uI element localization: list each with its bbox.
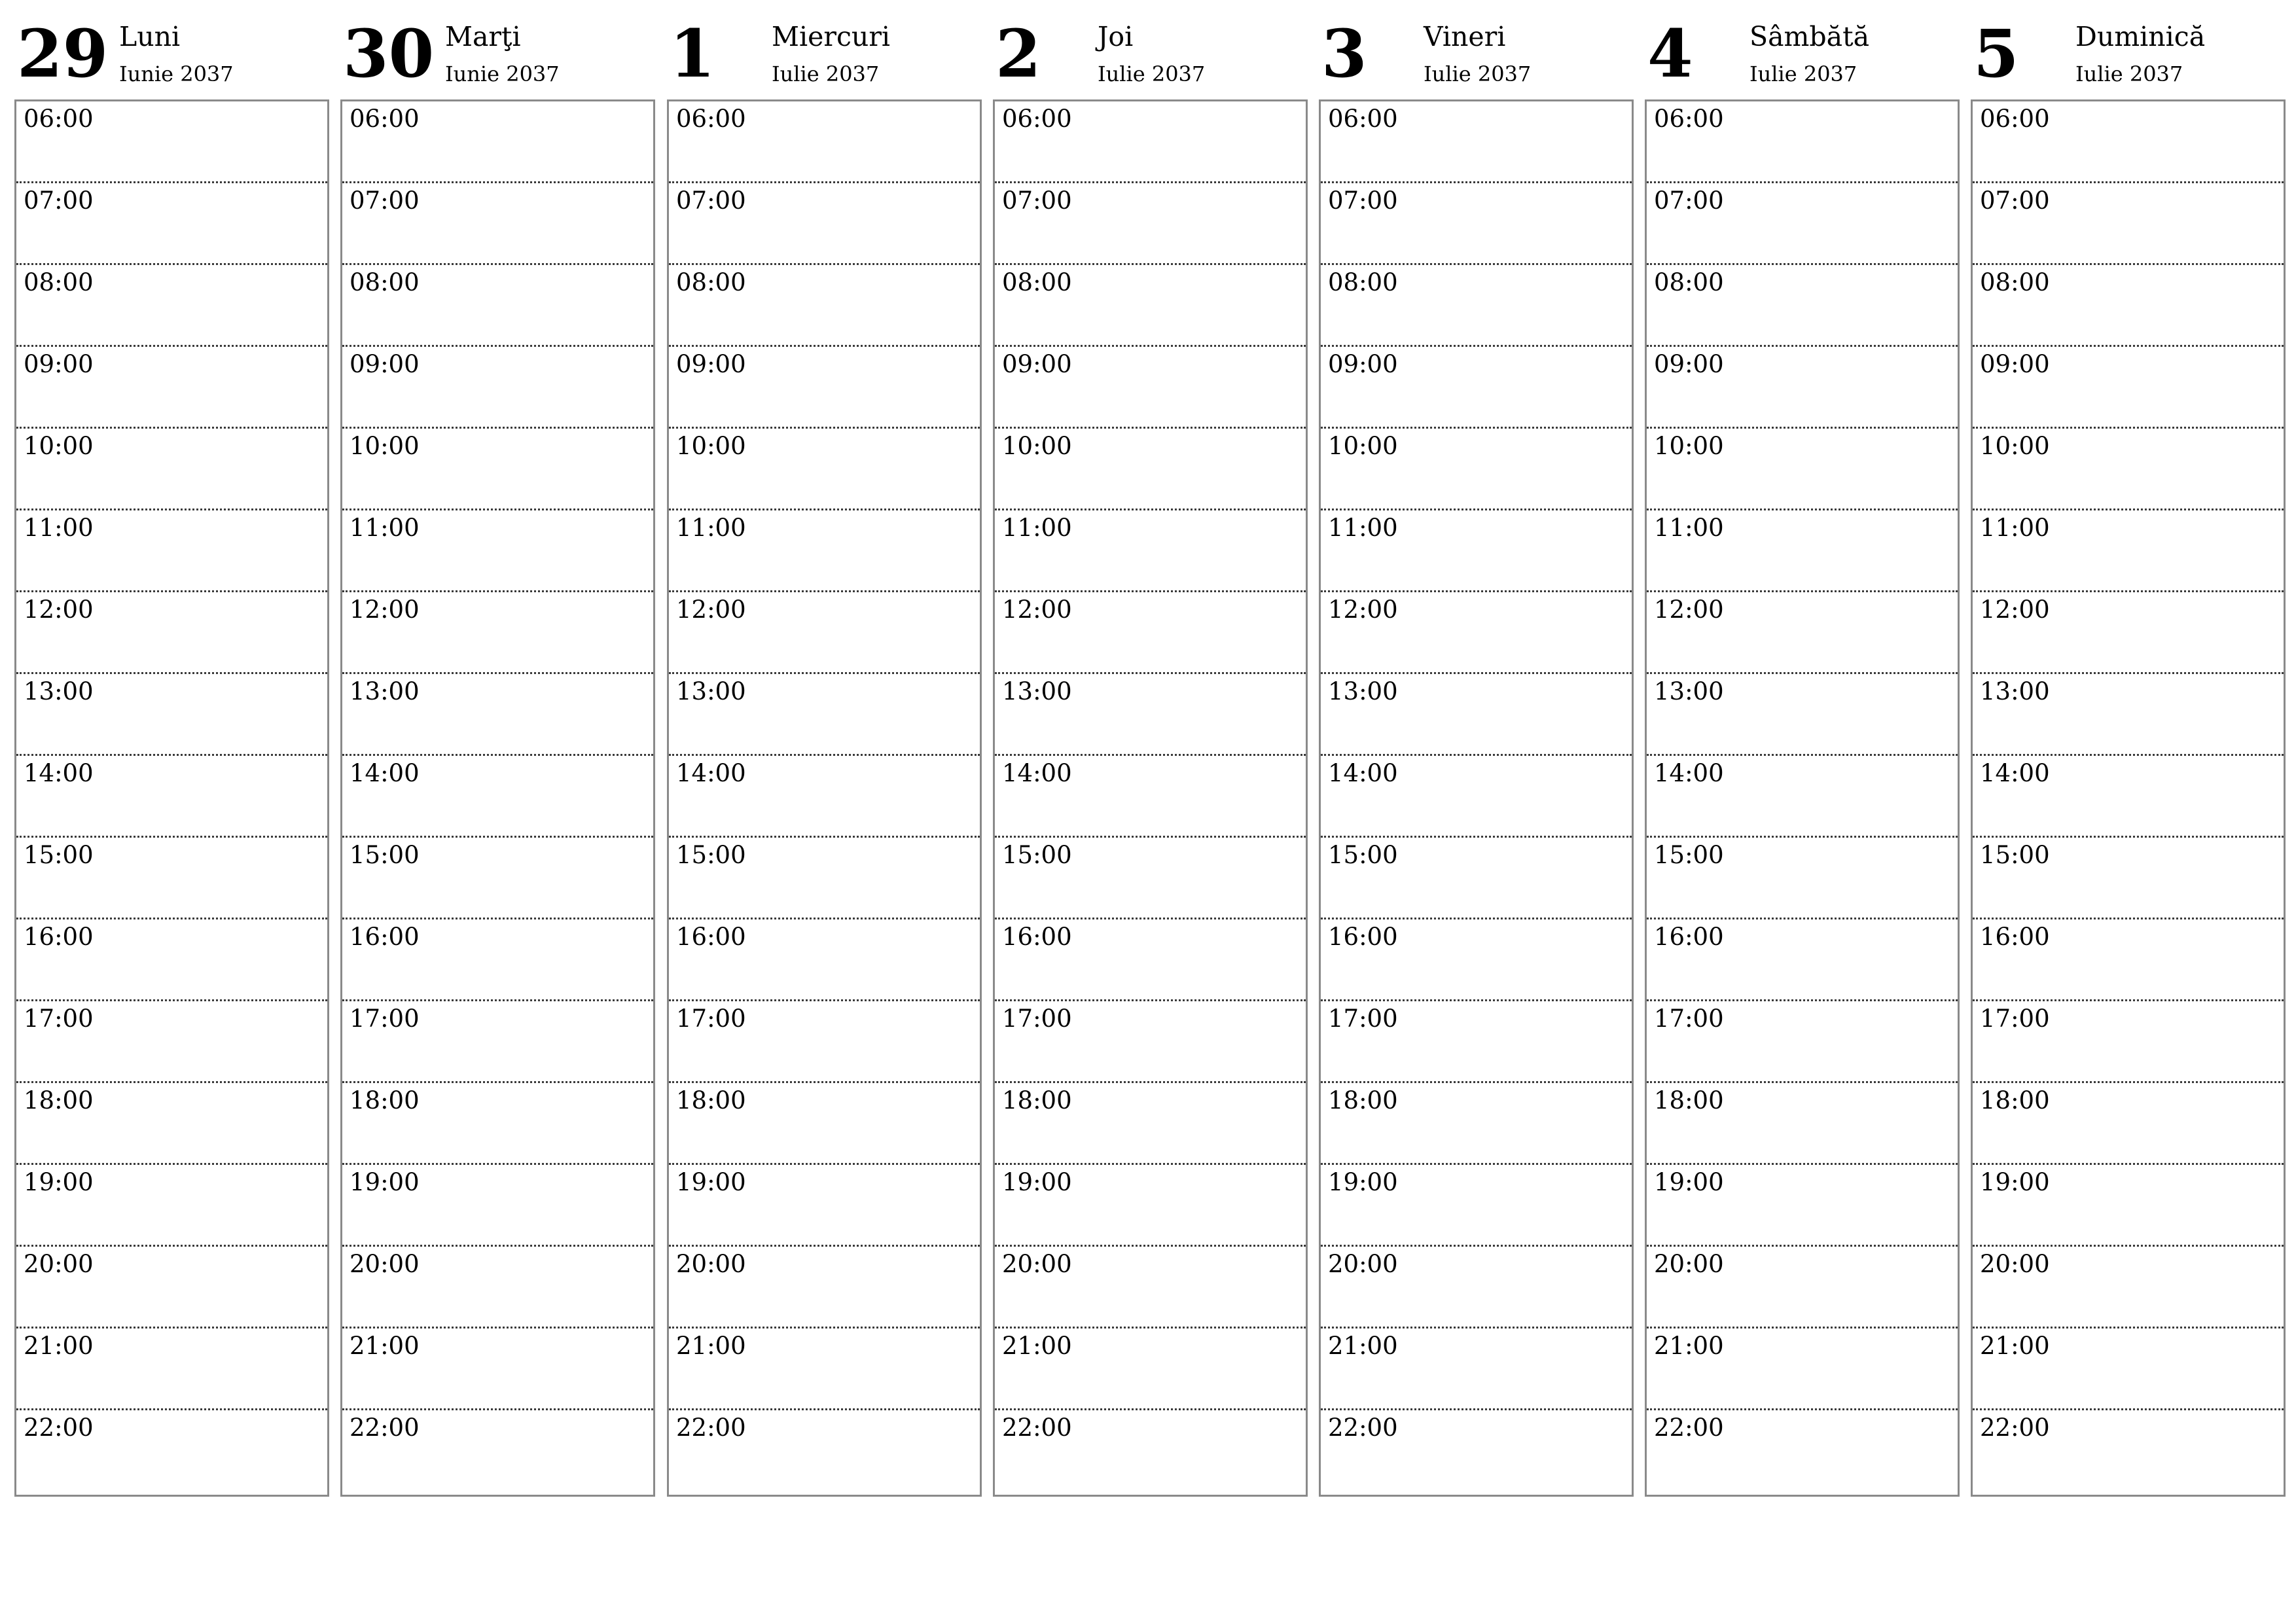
hour-label: 19:00	[1002, 1168, 1072, 1196]
hour-slot	[669, 265, 980, 347]
hour-label: 20:00	[1980, 1250, 2050, 1278]
day-number: 5	[1973, 15, 2019, 92]
hour-label: 13:00	[24, 677, 94, 705]
day-number: 3	[1321, 15, 1367, 92]
hour-slot	[669, 1410, 980, 1492]
hour-label: 09:00	[1328, 350, 1398, 378]
hour-label: 21:00	[676, 1332, 746, 1360]
hour-label: 14:00	[676, 759, 746, 787]
hour-slot	[1973, 1247, 2284, 1329]
hour-slot	[16, 347, 327, 429]
hour-label: 17:00	[24, 1005, 94, 1033]
hour-label: 15:00	[1980, 841, 2050, 869]
hour-slot	[342, 265, 653, 347]
day-number: 1	[670, 15, 715, 92]
hour-label: 18:00	[1328, 1086, 1398, 1115]
hour-slot	[995, 1247, 1306, 1329]
hour-grid	[1319, 99, 1634, 1497]
hour-label: 22:00	[24, 1414, 94, 1442]
hour-label: 09:00	[1002, 350, 1072, 378]
hour-label: 09:00	[1980, 350, 2050, 378]
hour-slot	[669, 1001, 980, 1083]
hour-label: 14:00	[1002, 759, 1072, 787]
day-column-tuesday	[340, 0, 654, 1499]
hour-label: 19:00	[676, 1168, 746, 1196]
hour-slot	[669, 183, 980, 265]
hour-slot	[342, 510, 653, 592]
hour-slot	[669, 347, 980, 429]
hour-label: 09:00	[676, 350, 746, 378]
day-number: 4	[1647, 15, 1693, 92]
day-name: Luni	[119, 21, 181, 52]
hour-label: 21:00	[1980, 1332, 2050, 1360]
hour-slot	[1973, 429, 2284, 510]
hour-label: 22:00	[676, 1414, 746, 1442]
day-column-wednesday	[667, 0, 980, 1499]
hour-label: 20:00	[24, 1250, 94, 1278]
hour-slot	[1321, 1001, 1632, 1083]
hour-label: 06:00	[676, 105, 746, 133]
day-column-saturday	[1645, 0, 1958, 1499]
hour-slot	[1321, 756, 1632, 838]
hour-slot	[1321, 1165, 1632, 1247]
hour-slot	[669, 1083, 980, 1165]
hour-label: 17:00	[1002, 1005, 1072, 1033]
hour-slot	[669, 1247, 980, 1329]
hour-slot	[669, 510, 980, 592]
hour-label: 18:00	[1654, 1086, 1724, 1115]
hour-slot	[1973, 919, 2284, 1001]
day-number: 2	[996, 15, 1041, 92]
hour-label: 21:00	[350, 1332, 420, 1360]
hour-slot	[1321, 1247, 1632, 1329]
hour-slot	[669, 838, 980, 919]
hour-slot	[995, 592, 1306, 674]
hour-slot	[342, 1001, 653, 1083]
hour-label: 10:00	[1002, 432, 1072, 460]
hour-label: 08:00	[1328, 268, 1398, 296]
hour-label: 13:00	[1980, 677, 2050, 705]
hour-slot	[1973, 183, 2284, 265]
hour-slot	[1647, 347, 1958, 429]
hour-slot	[1973, 1001, 2284, 1083]
hour-slot	[995, 510, 1306, 592]
hour-slot	[1973, 674, 2284, 756]
hour-label: 08:00	[1002, 268, 1072, 296]
hour-slot	[1321, 838, 1632, 919]
hour-slot	[995, 429, 1306, 510]
hour-slot	[16, 1165, 327, 1247]
day-header	[993, 0, 1306, 99]
day-name: Marţi	[445, 21, 521, 52]
hour-label: 22:00	[350, 1414, 420, 1442]
hour-slot	[1321, 101, 1632, 183]
day-header	[14, 0, 328, 99]
hour-slot	[995, 101, 1306, 183]
hour-label: 07:00	[1002, 187, 1072, 215]
hour-slot	[342, 1410, 653, 1492]
hour-slot	[669, 101, 980, 183]
hour-slot	[1647, 183, 1958, 265]
hour-grid	[1645, 99, 1960, 1497]
day-header	[340, 0, 654, 99]
hour-grid	[340, 99, 655, 1497]
day-header	[1645, 0, 1958, 99]
day-column-monday	[14, 0, 328, 1499]
hour-slot	[1647, 510, 1958, 592]
hour-slot	[669, 1165, 980, 1247]
hour-slot	[995, 183, 1306, 265]
hour-slot	[1321, 510, 1632, 592]
day-number: 30	[343, 15, 435, 92]
hour-slot	[1973, 1329, 2284, 1410]
hour-label: 19:00	[1654, 1168, 1724, 1196]
hour-slot	[1647, 674, 1958, 756]
hour-slot	[1973, 265, 2284, 347]
hour-label: 20:00	[350, 1250, 420, 1278]
hour-slot	[16, 183, 327, 265]
hour-label: 17:00	[1654, 1005, 1724, 1033]
hour-slot	[342, 919, 653, 1001]
hour-label: 19:00	[350, 1168, 420, 1196]
hour-label: 07:00	[1980, 187, 2050, 215]
hour-label: 16:00	[1654, 923, 1724, 951]
hour-label: 17:00	[1328, 1005, 1398, 1033]
hour-slot	[16, 1001, 327, 1083]
hour-label: 06:00	[1980, 105, 2050, 133]
day-name: Joi	[1098, 21, 1134, 52]
hour-label: 10:00	[350, 432, 420, 460]
day-header	[1971, 0, 2284, 99]
hour-grid	[667, 99, 982, 1497]
hour-slot	[1647, 1001, 1958, 1083]
hour-slot	[995, 1410, 1306, 1492]
hour-label: 18:00	[1980, 1086, 2050, 1115]
hour-label: 12:00	[1980, 596, 2050, 624]
hour-slot	[342, 838, 653, 919]
hour-label: 09:00	[24, 350, 94, 378]
hour-slot	[342, 592, 653, 674]
hour-slot	[1321, 183, 1632, 265]
hour-slot	[16, 919, 327, 1001]
hour-label: 16:00	[1002, 923, 1072, 951]
hour-label: 16:00	[350, 923, 420, 951]
hour-slot	[1647, 756, 1958, 838]
hour-slot	[995, 1165, 1306, 1247]
hour-label: 15:00	[1654, 841, 1724, 869]
day-header	[1319, 0, 1632, 99]
hour-label: 10:00	[676, 432, 746, 460]
hour-slot	[1647, 1083, 1958, 1165]
hour-label: 12:00	[1002, 596, 1072, 624]
day-header	[667, 0, 980, 99]
hour-slot	[342, 674, 653, 756]
day-month: Iulie 2037	[1098, 62, 1206, 86]
hour-slot	[16, 838, 327, 919]
hour-slot	[1321, 919, 1632, 1001]
hour-label: 13:00	[1328, 677, 1398, 705]
hour-label: 21:00	[1654, 1332, 1724, 1360]
hour-slot	[995, 919, 1306, 1001]
hour-slot	[1973, 1165, 2284, 1247]
hour-label: 11:00	[1002, 514, 1072, 542]
hour-label: 11:00	[1328, 514, 1398, 542]
day-name: Duminică	[2075, 21, 2206, 52]
hour-label: 21:00	[1328, 1332, 1398, 1360]
hour-label: 13:00	[1002, 677, 1072, 705]
hour-slot	[16, 674, 327, 756]
hour-slot	[16, 756, 327, 838]
hour-slot	[1973, 1083, 2284, 1165]
day-number: 29	[17, 15, 109, 92]
hour-slot	[995, 1001, 1306, 1083]
hour-slot	[995, 1329, 1306, 1410]
hour-label: 14:00	[1980, 759, 2050, 787]
hour-label: 11:00	[350, 514, 420, 542]
hour-label: 08:00	[24, 268, 94, 296]
hour-slot	[1321, 1410, 1632, 1492]
hour-label: 08:00	[1980, 268, 2050, 296]
day-column-sunday	[1971, 0, 2284, 1499]
hour-label: 08:00	[350, 268, 420, 296]
hour-label: 13:00	[350, 677, 420, 705]
hour-label: 20:00	[676, 1250, 746, 1278]
hour-label: 17:00	[1980, 1005, 2050, 1033]
hour-label: 19:00	[1980, 1168, 2050, 1196]
hour-slot	[342, 183, 653, 265]
hour-slot	[1321, 1083, 1632, 1165]
hour-label: 14:00	[1654, 759, 1724, 787]
day-name: Sâmbătă	[1749, 21, 1870, 52]
hour-slot	[16, 1410, 327, 1492]
hour-label: 14:00	[1328, 759, 1398, 787]
hour-label: 10:00	[1980, 432, 2050, 460]
hour-label: 14:00	[24, 759, 94, 787]
hour-slot	[1647, 429, 1958, 510]
hour-label: 18:00	[1002, 1086, 1072, 1115]
hour-label: 17:00	[676, 1005, 746, 1033]
hour-label: 07:00	[1654, 187, 1724, 215]
hour-label: 16:00	[676, 923, 746, 951]
hour-label: 11:00	[1654, 514, 1724, 542]
hour-label: 13:00	[1654, 677, 1724, 705]
hour-slot	[669, 429, 980, 510]
hour-label: 12:00	[676, 596, 746, 624]
day-name: Miercuri	[772, 21, 891, 52]
hour-slot	[995, 756, 1306, 838]
hour-label: 06:00	[1654, 105, 1724, 133]
hour-slot	[995, 347, 1306, 429]
hour-slot	[1321, 674, 1632, 756]
hour-label: 18:00	[24, 1086, 94, 1115]
hour-slot	[995, 265, 1306, 347]
hour-label: 22:00	[1654, 1414, 1724, 1442]
hour-label: 15:00	[1002, 841, 1072, 869]
hour-slot	[1321, 347, 1632, 429]
hour-slot	[669, 919, 980, 1001]
hour-slot	[1973, 347, 2284, 429]
hour-label: 09:00	[350, 350, 420, 378]
hour-slot	[669, 756, 980, 838]
hour-slot	[669, 674, 980, 756]
hour-label: 20:00	[1002, 1250, 1072, 1278]
hour-slot	[669, 1329, 980, 1410]
hour-label: 19:00	[24, 1168, 94, 1196]
hour-label: 07:00	[1328, 187, 1398, 215]
hour-slot	[669, 592, 980, 674]
hour-slot	[342, 101, 653, 183]
hour-label: 14:00	[350, 759, 420, 787]
hour-slot	[995, 1083, 1306, 1165]
hour-label: 11:00	[24, 514, 94, 542]
hour-slot	[16, 1247, 327, 1329]
hour-label: 18:00	[676, 1086, 746, 1115]
day-column-thursday	[993, 0, 1306, 1499]
hour-slot	[1321, 1329, 1632, 1410]
hour-slot	[1973, 756, 2284, 838]
hour-label: 15:00	[676, 841, 746, 869]
hour-slot	[995, 674, 1306, 756]
hour-label: 09:00	[1654, 350, 1724, 378]
hour-slot	[1647, 1329, 1958, 1410]
hour-label: 12:00	[1328, 596, 1398, 624]
hour-slot	[1973, 1410, 2284, 1492]
hour-slot	[16, 1083, 327, 1165]
hour-slot	[1321, 265, 1632, 347]
hour-slot	[1973, 838, 2284, 919]
hour-label: 10:00	[1328, 432, 1398, 460]
day-month: Iulie 2037	[1749, 62, 1857, 86]
hour-label: 16:00	[24, 923, 94, 951]
hour-slot	[1647, 101, 1958, 183]
hour-slot	[342, 1083, 653, 1165]
hour-label: 16:00	[1328, 923, 1398, 951]
hour-grid	[14, 99, 329, 1497]
day-month: Iulie 2037	[1424, 62, 1532, 86]
hour-label: 19:00	[1328, 1168, 1398, 1196]
hour-slot	[16, 1329, 327, 1410]
hour-label: 10:00	[24, 432, 94, 460]
hour-label: 08:00	[1654, 268, 1724, 296]
hour-label: 12:00	[24, 596, 94, 624]
hour-label: 12:00	[350, 596, 420, 624]
hour-slot	[1973, 592, 2284, 674]
hour-label: 22:00	[1980, 1414, 2050, 1442]
hour-label: 11:00	[676, 514, 746, 542]
hour-slot	[16, 510, 327, 592]
hour-label: 10:00	[1654, 432, 1724, 460]
hour-label: 16:00	[1980, 923, 2050, 951]
day-month: Iunie 2037	[445, 62, 560, 86]
hour-slot	[995, 838, 1306, 919]
hour-grid	[993, 99, 1308, 1497]
day-month: Iulie 2037	[2075, 62, 2183, 86]
hour-slot	[1973, 510, 2284, 592]
hour-label: 15:00	[1328, 841, 1398, 869]
hour-label: 11:00	[1980, 514, 2050, 542]
hour-label: 20:00	[1654, 1250, 1724, 1278]
hour-grid	[1971, 99, 2286, 1497]
hour-label: 22:00	[1002, 1414, 1072, 1442]
hour-label: 06:00	[350, 105, 420, 133]
hour-slot	[1973, 101, 2284, 183]
hour-slot	[1321, 592, 1632, 674]
hour-label: 22:00	[1328, 1414, 1398, 1442]
hour-slot	[342, 1165, 653, 1247]
hour-slot	[1647, 1247, 1958, 1329]
hour-label: 15:00	[350, 841, 420, 869]
hour-label: 21:00	[1002, 1332, 1072, 1360]
hour-label: 20:00	[1328, 1250, 1398, 1278]
day-name: Vineri	[1424, 21, 1506, 52]
hour-slot	[342, 756, 653, 838]
hour-label: 17:00	[350, 1005, 420, 1033]
hour-label: 08:00	[676, 268, 746, 296]
hour-label: 13:00	[676, 677, 746, 705]
hour-slot	[16, 265, 327, 347]
hour-slot	[1647, 838, 1958, 919]
hour-slot	[16, 592, 327, 674]
hour-label: 15:00	[24, 841, 94, 869]
hour-label: 07:00	[350, 187, 420, 215]
hour-label: 18:00	[350, 1086, 420, 1115]
hour-label: 06:00	[1328, 105, 1398, 133]
hour-label: 07:00	[676, 187, 746, 215]
hour-slot	[1321, 429, 1632, 510]
hour-slot	[342, 429, 653, 510]
hour-slot	[16, 429, 327, 510]
hour-label: 06:00	[24, 105, 94, 133]
hour-slot	[342, 1329, 653, 1410]
hour-slot	[1647, 1410, 1958, 1492]
hour-label: 07:00	[24, 187, 94, 215]
day-column-friday	[1319, 0, 1632, 1499]
hour-slot	[1647, 919, 1958, 1001]
hour-label: 21:00	[24, 1332, 94, 1360]
day-month: Iunie 2037	[119, 62, 234, 86]
hour-slot	[342, 347, 653, 429]
hour-label: 12:00	[1654, 596, 1724, 624]
hour-slot	[1647, 265, 1958, 347]
hour-slot	[1647, 592, 1958, 674]
day-month: Iulie 2037	[772, 62, 880, 86]
hour-slot	[16, 101, 327, 183]
hour-slot	[1647, 1165, 1958, 1247]
hour-slot	[342, 1247, 653, 1329]
hour-label: 06:00	[1002, 105, 1072, 133]
